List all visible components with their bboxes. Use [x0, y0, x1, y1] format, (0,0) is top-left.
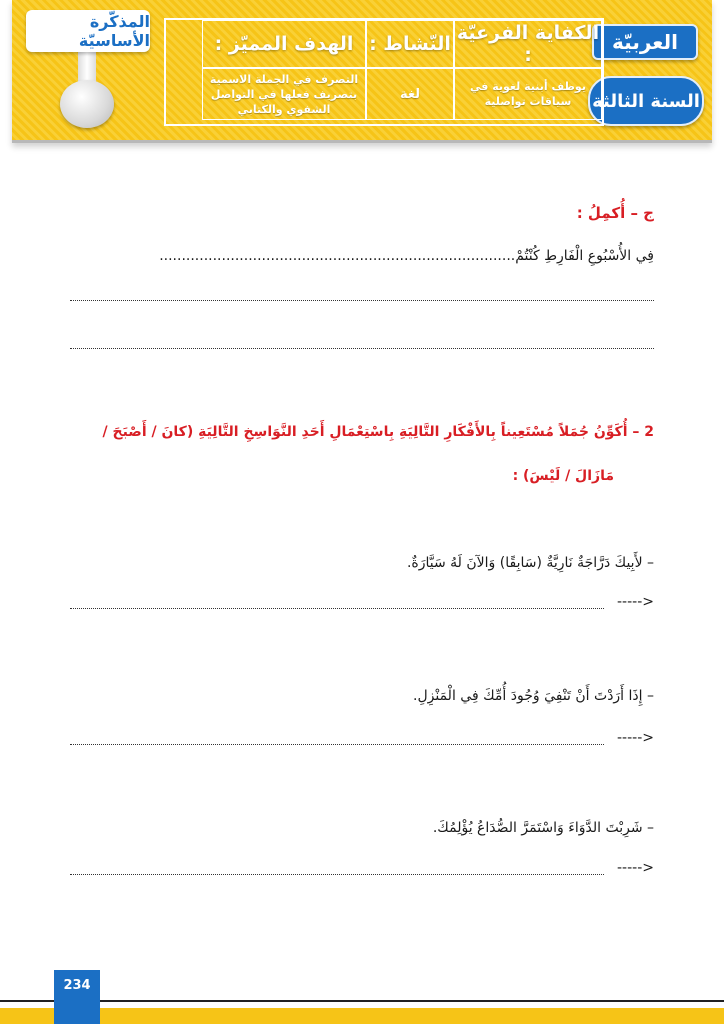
footer-rule: [0, 1000, 724, 1002]
brand-logo: المذكّرة الأساسيّة: [26, 10, 150, 52]
answer-line-c1[interactable]: [70, 300, 654, 301]
section-c-title: ج – أُكمِلُ :: [576, 204, 654, 222]
footer-bar: [0, 1008, 724, 1024]
answer-line-1[interactable]: [70, 608, 604, 609]
section-c-fill: ................................................................................: [159, 248, 516, 264]
arrow-1: <-----: [617, 594, 654, 610]
section-c-sentence: [159, 248, 654, 264]
exercise-item-2: – إِذَا أَرَدْتَ أَنْ تَنْفِيَ وُجُودَ أُمِّكَ فِي الْمَنْزِلِ.: [413, 688, 654, 704]
activity-text: لغة: [366, 68, 454, 120]
year-badge: السنة الثالثة: [588, 76, 704, 126]
answer-line-3[interactable]: [70, 874, 604, 875]
goal-text: التصرف في الجملة الاسمية بتصريف فعلها في التواصل الشفوي والكتابي: [202, 68, 366, 120]
info-grid: [164, 18, 604, 126]
subject-badge: العربيّة: [592, 24, 698, 60]
arrow-3: <-----: [617, 860, 654, 876]
brand-knob-icon: [60, 80, 114, 128]
activity-label: النّشاط :: [366, 20, 454, 68]
exercise-item-1: – لأَبِيكَ دَرَّاجَةٌ نَارِيَّةٌ (سَابِقًا) وَالآنَ لَهُ سَيَّارَةٌ.: [406, 555, 654, 571]
competency-label: الكفاية الفرعيّة :: [454, 20, 602, 68]
header-banner: [12, 0, 712, 143]
competency-text: يوظف أبنية لغوية في سياقات تواصلية: [454, 68, 602, 120]
section-c-sentence-text: فِي الأُسْبُوعِ الْفَارِطِ كُنْتُمْ: [515, 248, 654, 264]
goal-label: الهدف المميّز :: [202, 20, 366, 68]
answer-line-2[interactable]: [70, 744, 604, 745]
answer-line-c2[interactable]: [70, 348, 654, 349]
section-2-title-line1: 2 – أُكَوِّنُ جُمَلاً مُسْتَعِيناً بِالأَفْكَارِ التَّالِيَةِ بِاسْتِعْمَالِ أَحَدِ النَّوَاسِخِ التَّالِيَةِ (كانَ / أَصْبَحَ /: [102, 424, 654, 440]
section-2-title-line2: مَازَالَ / لَيْسَ) :: [512, 468, 614, 484]
arrow-2: <-----: [617, 730, 654, 746]
exercise-item-3: – شَرِبْتَ الدَّوَاءَ وَاسْتَمَرَّ الصُّدَاعُ يُؤْلِمُكَ.: [432, 820, 654, 836]
page-number: 234: [54, 970, 100, 1024]
